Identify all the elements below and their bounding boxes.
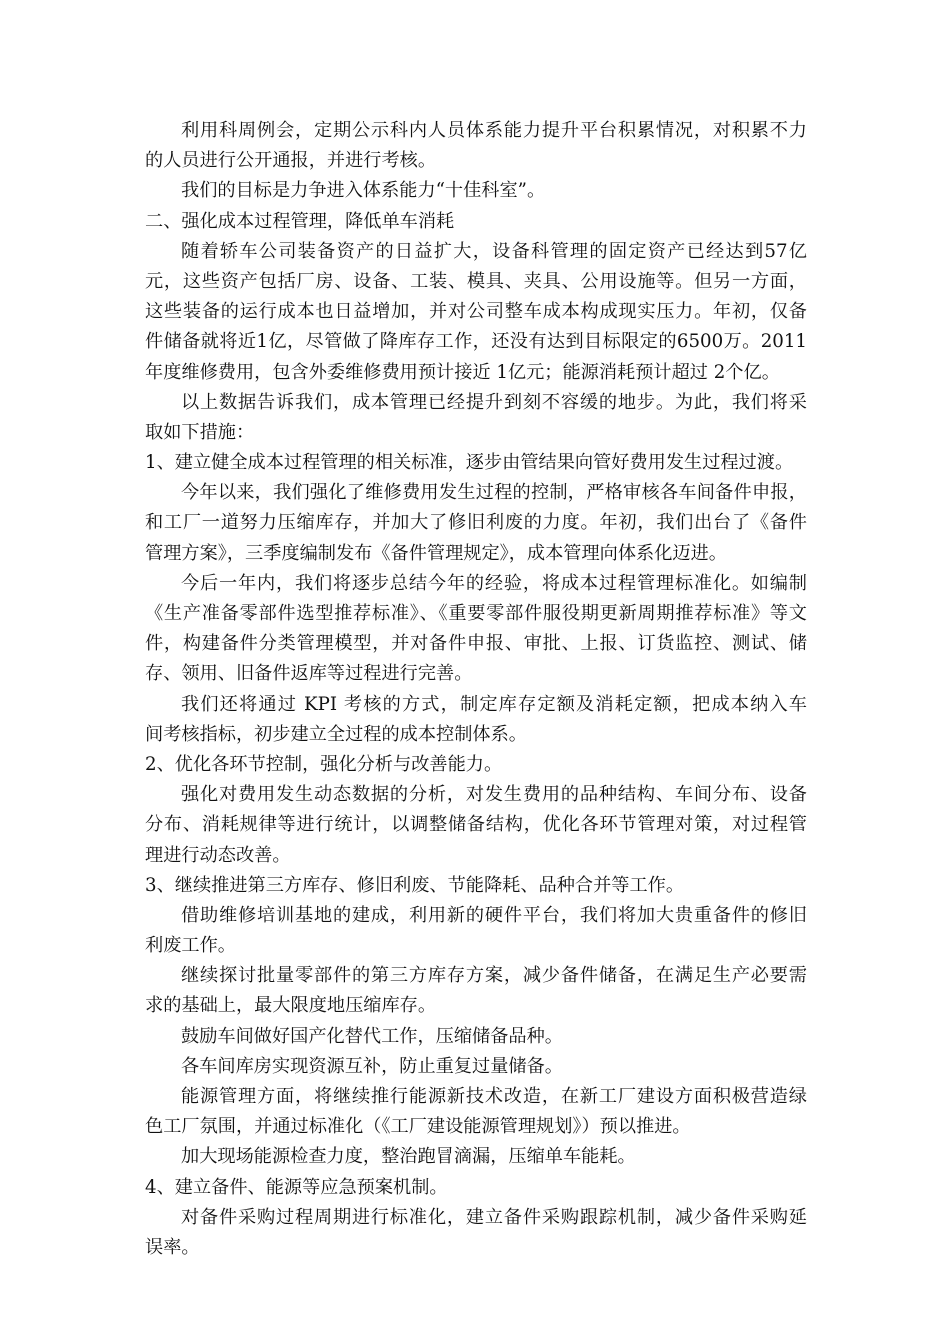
text-line: 分布、消耗规律等进行统计，以调整储备结构，优化各环节管理对策，对过程管: [145, 814, 807, 836]
text-line: 理进行动态改善。: [145, 844, 291, 866]
text-line: 件储备就将近1亿，尽管做了降库存工作，还没有达到目标限定的6500万。2011: [145, 331, 807, 353]
text-line: 随着轿车公司装备资产的日益扩大，设备科管理的固定资产已经达到57亿: [181, 240, 807, 262]
text-line: 误率。: [145, 1236, 200, 1258]
text-line: 今年以来，我们强化了维修费用发生过程的控制，严格审核各车间备件申报，: [181, 482, 807, 504]
text-line: 3、继续推进第三方库存、修旧利废、节能降耗、品种合并等工作。: [145, 874, 685, 896]
text-line: 的人员进行公开通报，并进行考核。: [145, 150, 437, 172]
text-line: 存、领用、旧备件返库等过程进行完善。: [145, 663, 473, 685]
text-line: 间考核指标，初步建立全过程的成本控制体系。: [145, 723, 527, 745]
text-line: 继续探讨批量零部件的第三方库存方案，减少备件储备，在满足生产必要需: [181, 965, 807, 987]
text-line: 色工厂氛围，并通过标准化（《工厂建设能源管理规划》）预以推进。: [145, 1116, 691, 1138]
text-line: 利用科周例会，定期公示科内人员体系能力提升平台积累情况，对积累不力: [181, 120, 807, 141]
text-line: 取如下措施：: [145, 421, 255, 443]
text-line: 利废工作。: [145, 935, 236, 957]
text-line: 强化对费用发生动态数据的分析，对发生费用的品种结构、车间分布、设备: [181, 784, 807, 806]
text-line: 和工厂一道努力压缩库存，并加大了修旧利废的力度。年初，我们出台了《备件: [145, 512, 807, 534]
text-line: 管理方案》，三季度编制发布《备件管理规定》，成本管理向体系化迈进。: [145, 542, 727, 564]
text-line: 这些装备的运行成本也日益增加，并对公司整车成本构成现实压力。年初，仅备: [145, 301, 807, 323]
text-line: 《生产准备零部件选型推荐标准》、《重要零部件服役期更新周期推荐标准》等文: [145, 603, 807, 624]
text-line: 件，构建备件分类管理模型，并对备件申报、审批、上报、订货监控、测试、储: [145, 633, 807, 655]
text-line: 4、建立备件、能源等应急预案机制。: [145, 1176, 448, 1198]
document-body: [145, 116, 807, 1263]
text-line: 能源管理方面，将继续推行能源新技术改造，在新工厂建设方面积极营造绿: [181, 1086, 807, 1107]
text-line: 求的基础上，最大限度地压缩库存。: [145, 995, 437, 1017]
text-line: 加大现场能源检查力度，整治跑冒滴漏，压缩单车能耗。: [181, 1146, 636, 1168]
text-line: 借助维修培训基地的建成，利用新的硬件平台，我们将加大贵重备件的修旧: [181, 904, 807, 926]
text-line: 我们还将通过 KPI 考核的方式，制定库存定额及消耗定额，把成本纳入车: [181, 693, 807, 715]
text-line: 今后一年内，我们将逐步总结今年的经验，将成本过程管理标准化。如编制: [181, 572, 807, 594]
text-line: 我们的目标是力争进入体系能力“十佳科室”。: [181, 180, 546, 202]
text-line: 二、强化成本过程管理，降低单车消耗: [145, 210, 455, 232]
text-line: 1、建立健全成本过程管理的相关标准，逐步由管结果向管好费用发生过程过渡。: [145, 452, 794, 474]
text-line: 2、优化各环节控制，强化分析与改善能力。: [145, 753, 503, 775]
text-line: 以上数据告诉我们，成本管理已经提升到刻不容缓的地步。为此，我们将采: [181, 391, 807, 413]
text-line: 年度维修费用，包含外委维修费用预计接近 1亿元；能源消耗预计超过 2个亿。: [145, 361, 780, 383]
text-line: 各车间库房实现资源互补，防止重复过量储备。: [181, 1055, 563, 1077]
text-line: 元，这些资产包括厂房、设备、工装、模具、夹具、公用设施等。但另一方面，: [145, 270, 807, 292]
text-line: 对备件采购过程周期进行标准化，建立备件采购跟踪机制，减少备件采购延: [181, 1206, 807, 1228]
text-line: 鼓励车间做好国产化替代工作，压缩储备品种。: [181, 1025, 563, 1047]
